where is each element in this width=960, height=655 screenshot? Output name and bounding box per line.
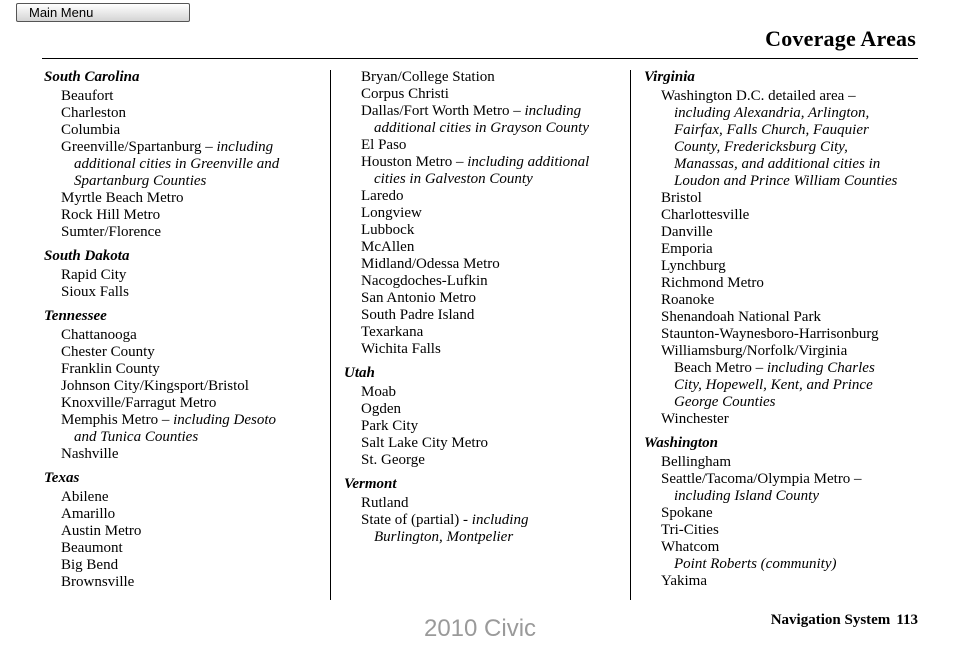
coverage-area-item: Emporia [661,241,713,257]
coverage-area-item: Franklin County [61,361,160,377]
coverage-area-item: Dallas/Fort Worth Metro – including additional cities in Grayson County [361,103,589,136]
coverage-area-item: Rock Hill Metro [61,207,161,223]
column-3 [644,69,929,590]
coverage-area-item: Bellingham [661,454,731,470]
coverage-area-item: Washington D.C. detailed area – including Alexandria, Arlington, Fairfax, Falls Church, Fauquier County, Fredericksburg City, Manassas, and additional cities in Loudon and Prince William Counties [661,88,898,189]
coverage-area-item: Nacogdoches-Lufkin [361,273,488,289]
coverage-area-item: Nashville [61,446,119,462]
coverage-area-item: El Paso [361,137,407,153]
coverage-area-item: Salt Lake City Metro [361,435,489,451]
coverage-area-item: Columbia [61,122,121,138]
coverage-area-item: Shenandoah National Park [661,309,821,325]
coverage-area-item: Charleston [61,105,126,121]
coverage-area-item: Beaumont [61,540,123,556]
coverage-area-item: Chattanooga [61,327,137,343]
state-heading: Vermont [344,476,397,492]
coverage-area-item: San Antonio Metro [361,290,476,306]
state-heading: Tennessee [44,308,107,324]
coverage-area-item: Laredo [361,188,404,204]
column-1 [44,69,328,591]
main-menu-button[interactable]: Main Menu [16,3,190,22]
coverage-area-item: Greenville/Spartanburg – including additional cities in Greenville and Spartanburg Counties [61,139,280,189]
coverage-area-item: Texarkana [361,324,424,340]
coverage-area-item: Bryan/College Station [361,69,495,85]
coverage-area-item: Chester County [61,344,155,360]
coverage-area-item: South Padre Island [361,307,475,323]
coverage-area-item: Ogden [361,401,401,417]
coverage-area-item: Rapid City [61,267,127,283]
coverage-area-item: Austin Metro [61,523,142,539]
coverage-area-item: Amarillo [61,506,116,522]
coverage-area-item: Wichita Falls [361,341,441,357]
coverage-area-item: Rutland [361,495,409,511]
coverage-area-item: Charlottesville [661,207,750,223]
coverage-area-item: McAllen [361,239,415,255]
coverage-area-item: Big Bend [61,557,119,573]
footer-section-title: Navigation System [770,612,891,628]
title-divider [42,58,918,59]
coverage-area-item: Brownsville [61,574,135,590]
coverage-area-item: Sioux Falls [61,284,129,300]
coverage-area-item: State of (partial) - including Burlington, Montpelier [361,512,529,545]
state-heading: Texas [44,470,80,486]
coverage-area-item: Knoxville/Farragut Metro [61,395,217,411]
coverage-area-item: Tri-Cities [661,522,719,538]
coverage-area-item: Williamsburg/Norfolk/Virginia Beach Metro – including Charles City, Hopewell, Kent, and Prince George Counties [661,343,875,410]
coverage-area-item: Danville [661,224,713,240]
coverage-area-item: Corpus Christi [361,86,449,102]
coverage-area-item: Longview [361,205,422,221]
state-heading: Utah [344,365,375,381]
coverage-area-item: Abilene [61,489,109,505]
column-divider-2 [630,70,631,600]
coverage-area-item: Johnson City/Kingsport/Bristol [61,378,249,394]
watermark: 2010 Civic [423,615,537,642]
column-divider-1 [330,70,331,600]
coverage-area-item: Lubbock [361,222,415,238]
coverage-area-item: Bristol [661,190,702,206]
coverage-area-item: Park City [361,418,419,434]
coverage-area-item: Sumter/Florence [61,224,161,240]
coverage-area-item: Spokane [661,505,713,521]
coverage-area-item: St. George [361,452,425,468]
coverage-area-item: Midland/Odessa Metro [361,256,500,272]
state-heading: South Carolina [44,69,140,85]
coverage-area-item: Roanoke [661,292,715,308]
page-number: 113 [896,612,918,628]
coverage-area-item: Beaufort [61,88,114,104]
coverage-area-item: Winchester [661,411,729,427]
page-title: Coverage Areas [765,26,916,51]
coverage-area-item: Seattle/Tacoma/Olympia Metro – including Island County [661,471,862,504]
coverage-area-item: Moab [361,384,396,400]
coverage-area-item: Lynchburg [661,258,726,274]
coverage-area-item: Yakima [661,573,707,589]
coverage-area-item: Memphis Metro – including Desoto and Tunica Counties [61,412,276,445]
coverage-area-item: Staunton-Waynesboro-Harrisonburg [661,326,879,342]
coverage-area-item: Whatcom Point Roberts (community) [661,539,837,572]
state-heading: Washington [644,435,718,451]
coverage-area-item: Myrtle Beach Metro [61,190,184,206]
coverage-area-item: Houston Metro – including additional cities in Galveston County [361,154,590,187]
coverage-area-item: Richmond Metro [661,275,764,291]
state-heading: Virginia [644,69,695,85]
column-2 [344,69,628,546]
state-heading: South Dakota [44,248,130,264]
